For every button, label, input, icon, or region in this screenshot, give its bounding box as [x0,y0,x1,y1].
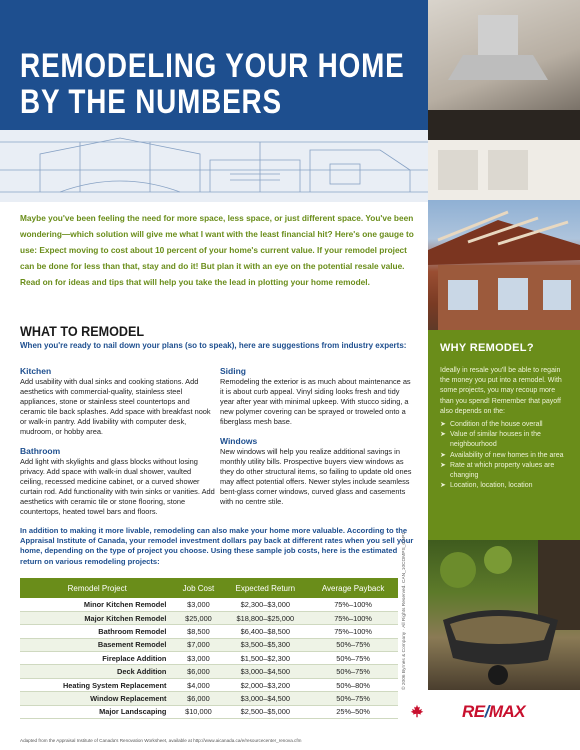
kitchen-heading: Kitchen [20,366,52,376]
bathroom-text: Add light with skylights and glass blocks without losing privacy. Add space with walk-in dual shower, vaulted ceiling, recessed medicine cabinet, or a curved shower curtain rod. Add functionality with twin sinks or vanities. Add aesthetics with ceramic tile or stone flooring, stone countertops, heated towel bars and floors. [20,457,215,516]
list-item: ➤ Value of similar houses in the neighbourhood [440,431,541,449]
left-column [20,366,215,526]
copyright-notice: © 2006 Byrnes & Company · All Rights Reserved. CAN_10COMPS_CAP1 [402,532,407,690]
siding-heading: Siding [220,366,246,376]
arrow-right-icon: ➤ [440,482,446,490]
sidebar-title: WHY REMODEL? [440,342,534,354]
remax-logo: RE/MAX [462,702,526,721]
maple-leaf-icon [410,704,424,718]
bathroom-heading: Bathroom [20,446,61,456]
col-header-project: Remodel Project [20,578,174,598]
col-header-cost: Job Cost [174,578,222,598]
table-row: Minor Kitchen Remodel $3,000 $2,300–$3,000 75%–100% [20,598,398,611]
list-item: ➤ Availability of new homes in the area [440,451,570,461]
house-photo [428,200,580,330]
kitchen-text: Add usability with dual sinks and cooking stations. Add aesthetics with commercial-quality, stainless steel appliances, stone or stainless steel countertops and ceramic tile back splashes. Add space with breakfast nook or walk-in pantry. Add livability with computer desk, mudroom, or hobby area. [20,377,211,436]
table-row: Major Landscaping $10,000 $2,500–$5,000 25%–50% [20,705,398,718]
kitchen-photo [428,0,580,200]
header-banner [0,0,428,130]
list-item: ➤ Rate at which property values are changing [440,461,555,480]
table-row: Deck Addition $6,000 $3,000–$4,500 50%–75% [20,665,398,678]
house-illustration [428,200,580,330]
garden-photo [428,540,580,690]
value-paragraph: In addition to making it more livable, remodeling can also make your home more valuable. According to the Appraisal Institute of Canada, your remodel investment dollars pay back at different rates when you sell your home, depending on the type of project you choose. Using these sample job costs, here is the estimated return on various remodeling projects: [20,526,414,566]
blueprint-image [0,130,428,202]
arrow-right-icon: ➤ [440,421,446,429]
intro-paragraph: Maybe you've been feeling the need for more space, less space, or just different space. You've been wondering—which solution will give me what I want with the least financial hit? Here's one gauge to use: Expect moving to cost about 10 percent of your home's current value. If your remodel project can be done for less than that, stay and do it! But plan it with an eye on the potential resale value. Read on for ideas and tips that will help you take the lead in plotting your home remodel. [20,213,414,287]
table-row: Bathroom Remodel $8,500 $6,400–$8,500 75%–100% [20,625,398,638]
kitchen-illustration [428,0,580,200]
sidebar-body: Ideally in resale you'll be able to regain the money you put into a remodel. With some projects, you may recoup more than you spend! Remember that payoff also depends on the: [440,367,562,415]
table-row: Heating System Replacement $4,000 $2,000–$3,200 50%–80% [20,678,398,691]
list-item: ➤ Condition of the house overall [440,420,570,430]
sidebar-bullet-list [440,420,570,491]
table-header-row [20,578,398,598]
col-header-payback: Average Payback [308,578,398,598]
why-remodel-sidebar [428,330,580,540]
arrow-right-icon: ➤ [440,461,446,469]
arrow-right-icon: ➤ [440,431,446,439]
wheelbarrow-illustration [428,540,580,690]
table-row: Fireplace Addition $3,000 $1,500–$2,300 50%–75% [20,652,398,665]
page-title: REMODELING YOUR HOME BY THE NUMBERS [20,47,405,121]
table-row: Basement Remodel $7,000 $3,500–$5,300 50%–75% [20,638,398,651]
blueprint-drawing [0,130,428,202]
windows-heading: Windows [220,436,258,446]
windows-text: New windows will help you realize additional savings in monthly utility bills. Prospective buyers view windows as they do other structural items, so failing to update old ones may affect potential offers. Newer styles include seamless bent-glass corner windows, curved glass and casements with no centre stile. [220,447,412,506]
siding-text: Remodeling the exterior is as much about maintenance as it is about curb appeal. Vinyl siding looks fresh and tidy year after year with minimal upkeep. With stucco siding, a new polymer covering can be sprayed or troweled onto a fiberglass mesh base. [220,377,411,426]
payback-table [20,578,398,719]
col-header-return: Expected Return [222,578,308,598]
right-column [220,366,415,516]
section-title-what-to-remodel: WHAT TO REMODEL [20,323,145,339]
source-footnote: Adapted from the Appraisal Institute of Canada's Renovation Worksheet, available at http://www.aicanada.ca/e/resourcecenter_renova.cfm [20,738,302,743]
section-subtitle: When you're ready to nail down your plans (so to speak), here are suggestions from industry experts: [20,341,407,350]
table-row: Major Kitchen Remodel $25,000 $18,800–$25,000 75%–100% [20,611,398,624]
table-row: Window Replacement $6,000 $3,000–$4,500 50%–75% [20,692,398,705]
arrow-right-icon: ➤ [440,451,446,459]
list-item: ➤ Location, location, location [440,481,570,491]
